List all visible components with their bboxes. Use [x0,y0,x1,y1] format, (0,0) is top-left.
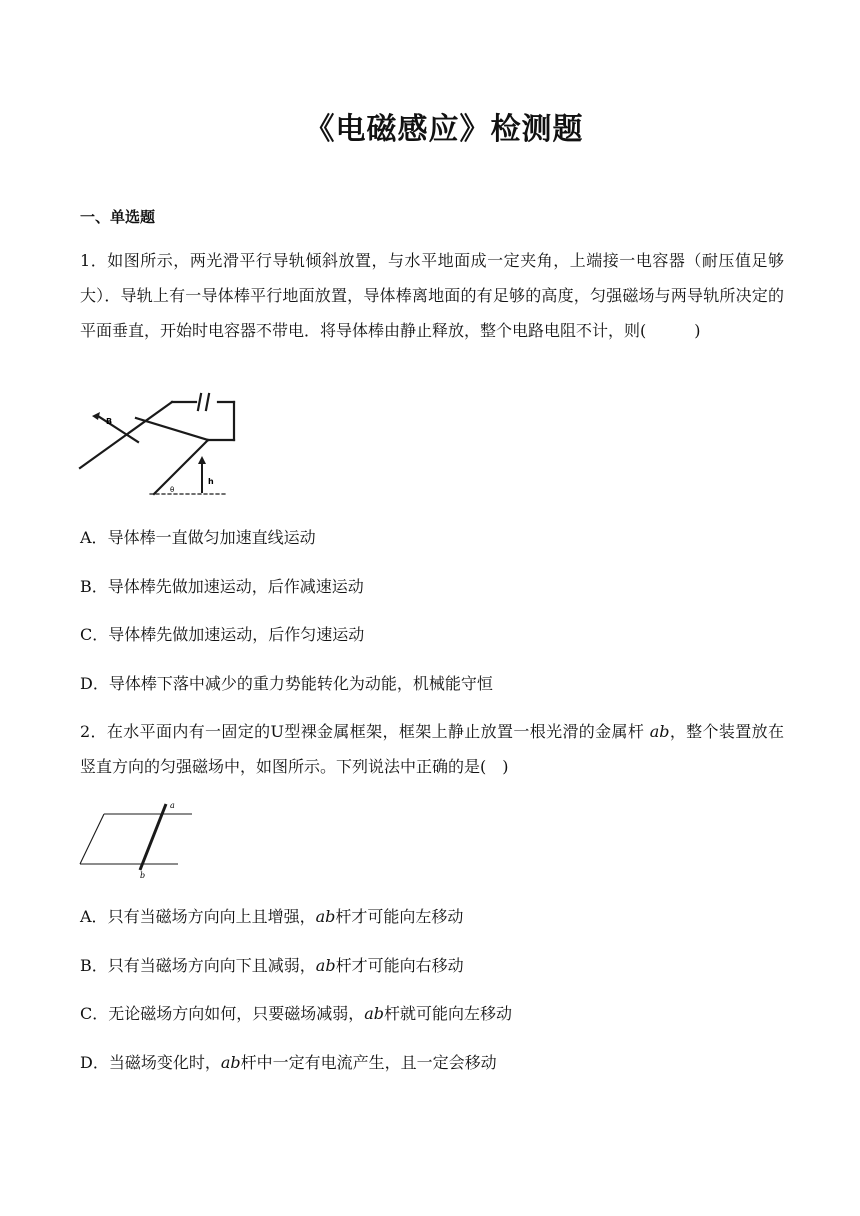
option-text-post: 杆才可能向左移动 [335,907,464,926]
question-1-number: 1． [80,251,108,270]
option-label: A． [80,528,108,547]
question-2-option-a [80,907,463,927]
option-text: 导体棒先做加速运动，后作减速运动 [107,577,364,596]
conductor-rod [98,416,138,442]
option-text-pre: 只有当磁场方向向下且减弱， [107,956,316,975]
question-2-body-2: ，整个装置放在竖直方向的匀强磁场中，如图所示。下列说法中正确的是( ) [80,722,784,776]
question-2-figure [78,800,196,878]
question-1-body: 如图所示，两光滑平行导轨倾斜放置，与水平地面成一定夹角，上端接一电容器（耐压值足够大）．导轨上有一导体棒平行地面放置，导体棒离地面的有足够的高度，匀强磁场与两导轨所决定的平面垂直，开始时电容器不带电．将导体棒由静止释放，整个电路电阻不计，则( ) [80,251,784,340]
document-title: 《电磁感应》检测题 [304,112,584,147]
option-label: B． [80,956,108,975]
label-theta: θ [170,486,175,494]
question-2-text [80,714,784,784]
option-text: 导体棒一直做匀加速直线运动 [107,528,316,547]
option-label: B． [80,577,108,596]
option-text-italic: ab [220,1053,241,1072]
question-1-text [80,243,784,348]
option-text: 导体棒下落中减少的重力势能转化为动能，机械能守恒 [108,674,493,693]
option-label: A． [80,907,108,926]
question-2-option-b [80,956,464,976]
option-text-post: 杆就可能向左移动 [384,1004,513,1023]
question-1-option-c [80,625,364,645]
question-2-body-italic: ab [649,722,670,741]
label-h: h [208,477,214,486]
question-2-number: 2． [80,722,107,741]
option-label: D． [80,674,109,693]
option-label: C． [80,1004,109,1023]
question-1-option-a [80,528,316,548]
rail-lower-right [154,440,208,494]
capacitor-plate-1 [198,394,201,410]
option-text-italic: ab [315,956,336,975]
label-B: B [106,417,113,426]
question-2-body-1: 在水平面内有一固定的U型裸金属框架，框架上静止放置一根光滑的金属杆 [106,722,650,741]
section-heading: 一、单选题 [80,208,156,226]
option-label: C． [80,625,109,644]
frame-left-side [80,814,104,864]
question-2-option-c [80,1004,512,1024]
option-text-italic: ab [315,907,336,926]
option-text-italic: ab [364,1004,385,1023]
question-2-option-d [80,1053,497,1073]
b-arrow-head [92,412,100,420]
option-text-pre: 只有当磁场方向向上且增强， [107,907,316,926]
arrow-head [198,456,206,464]
option-text-pre: 无论磁场方向如何，只要磁场减弱， [108,1004,365,1023]
question-1-figure [78,398,238,500]
option-text: 导体棒先做加速运动，后作匀速运动 [108,625,365,644]
question-1-option-b [80,577,364,597]
rail-diagonal [136,418,208,440]
option-text-pre: 当磁场变化时， [108,1053,221,1072]
capacitor-plate-2 [206,394,209,410]
label-a: a [170,801,175,810]
question-1-option-d [80,674,493,694]
option-text-post: 杆才可能向右移动 [335,956,464,975]
label-b: b [140,871,146,880]
option-label: D． [80,1053,109,1072]
option-text-post: 杆中一定有电流产生，且一定会移动 [240,1053,497,1072]
